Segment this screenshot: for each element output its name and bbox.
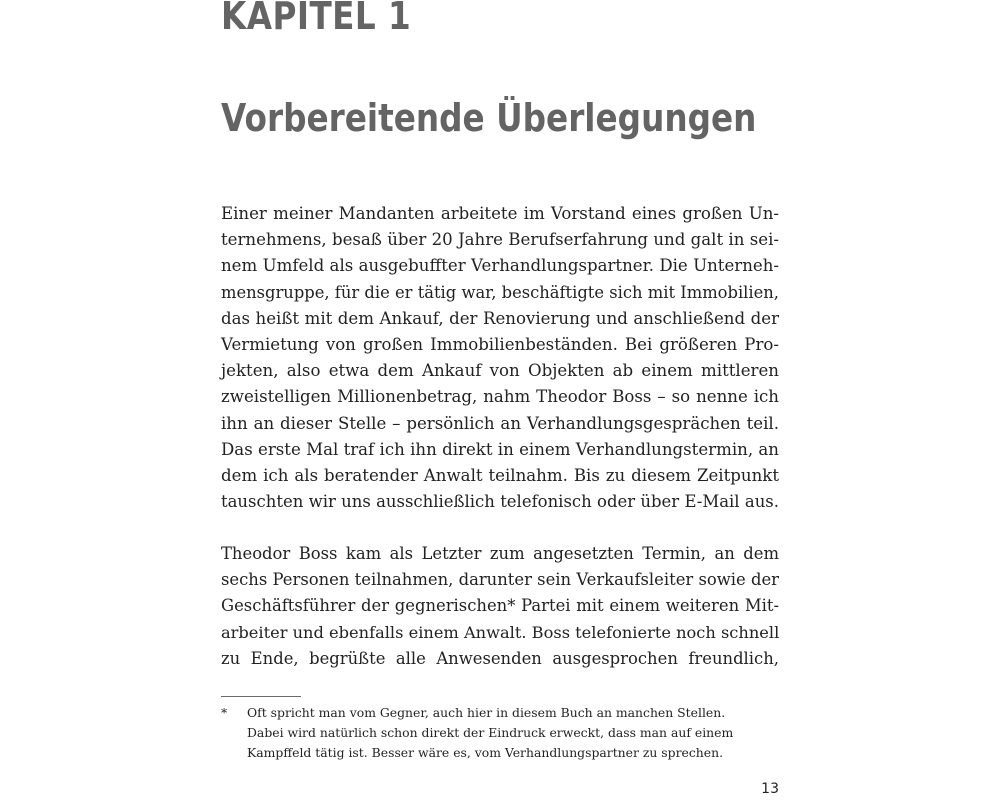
text-line: das heißt mit dem Ankauf, der Renovierung und anschließend der xyxy=(221,308,779,328)
footnote-marker: * xyxy=(221,705,228,720)
page-number: 13 xyxy=(761,781,779,797)
text-line: Vermietung von großen Immobilienbeständen. Bei größeren Pro- xyxy=(221,334,779,354)
text-line: Theodor Boss kam als Letzter zum angesetzten Termin, an dem xyxy=(221,544,779,563)
text-line: Geschäftsführer der gegnerischen* Partei mit einem weiteren Mit- xyxy=(221,596,779,616)
paragraph-2 xyxy=(221,541,779,672)
paragraph-1 xyxy=(221,201,779,515)
footnote-line: Dabei wird natürlich schon direkt der Eindruck erweckt, dass man auf einem xyxy=(247,725,734,740)
chapter-title: Vorbereitende Überlegungen xyxy=(221,96,757,140)
text-line: nem Umfeld als ausgebuffter Verhandlungspartner. Die Unterneh- xyxy=(221,256,779,276)
text-line: Einer meiner Mandanten arbeitete im Vorstand eines großen Un- xyxy=(221,204,779,223)
footnote-divider xyxy=(221,696,301,697)
footnote-line: Oft spricht man vom Gegner, auch hier in diesem Buch an manchen Stellen. xyxy=(247,705,726,720)
text-line: zweistelligen Millionenbetrag, nahm Theodor Boss – so nenne ich xyxy=(221,387,779,407)
footnote-line: Kampffeld tätig ist. Besser wäre es, vom Verhandlungspartner zu sprechen. xyxy=(247,745,724,760)
text-line: Das erste Mal traf ich ihn direkt in einem Verhandlungstermin, an xyxy=(221,439,779,459)
text-line: tauschten wir uns ausschließlich telefonisch oder über E-Mail aus. xyxy=(221,492,779,512)
text-line: ihn an dieser Stelle – persönlich an Verhandlungsgesprächen teil. xyxy=(221,413,779,433)
text-line: dem ich als beratender Anwalt teilnahm. Bis zu diesem Zeitpunkt xyxy=(221,465,779,485)
text-line: arbeiter und ebenfalls einem Anwalt. Boss telefonierte noch schnell xyxy=(221,622,780,642)
text-line: mensgruppe, für die er tätig war, beschäftigte sich mit Immobilien, xyxy=(221,282,779,302)
chapter-label: KAPITEL 1 xyxy=(221,0,412,38)
text-line: ternehmens, besaß über 20 Jahre Berufserfahrung und galt in sei- xyxy=(221,230,779,250)
footnote-text xyxy=(247,703,781,763)
text-line: sechs Personen teilnahmen, darunter sein Verkaufsleiter sowie der xyxy=(221,570,779,590)
text-line: jekten, also etwa dem Ankauf von Objekten ab einem mittleren xyxy=(221,361,779,381)
text-line: zu Ende, begrüßte alle Anwesenden ausgesprochen freundlich, xyxy=(221,648,779,668)
